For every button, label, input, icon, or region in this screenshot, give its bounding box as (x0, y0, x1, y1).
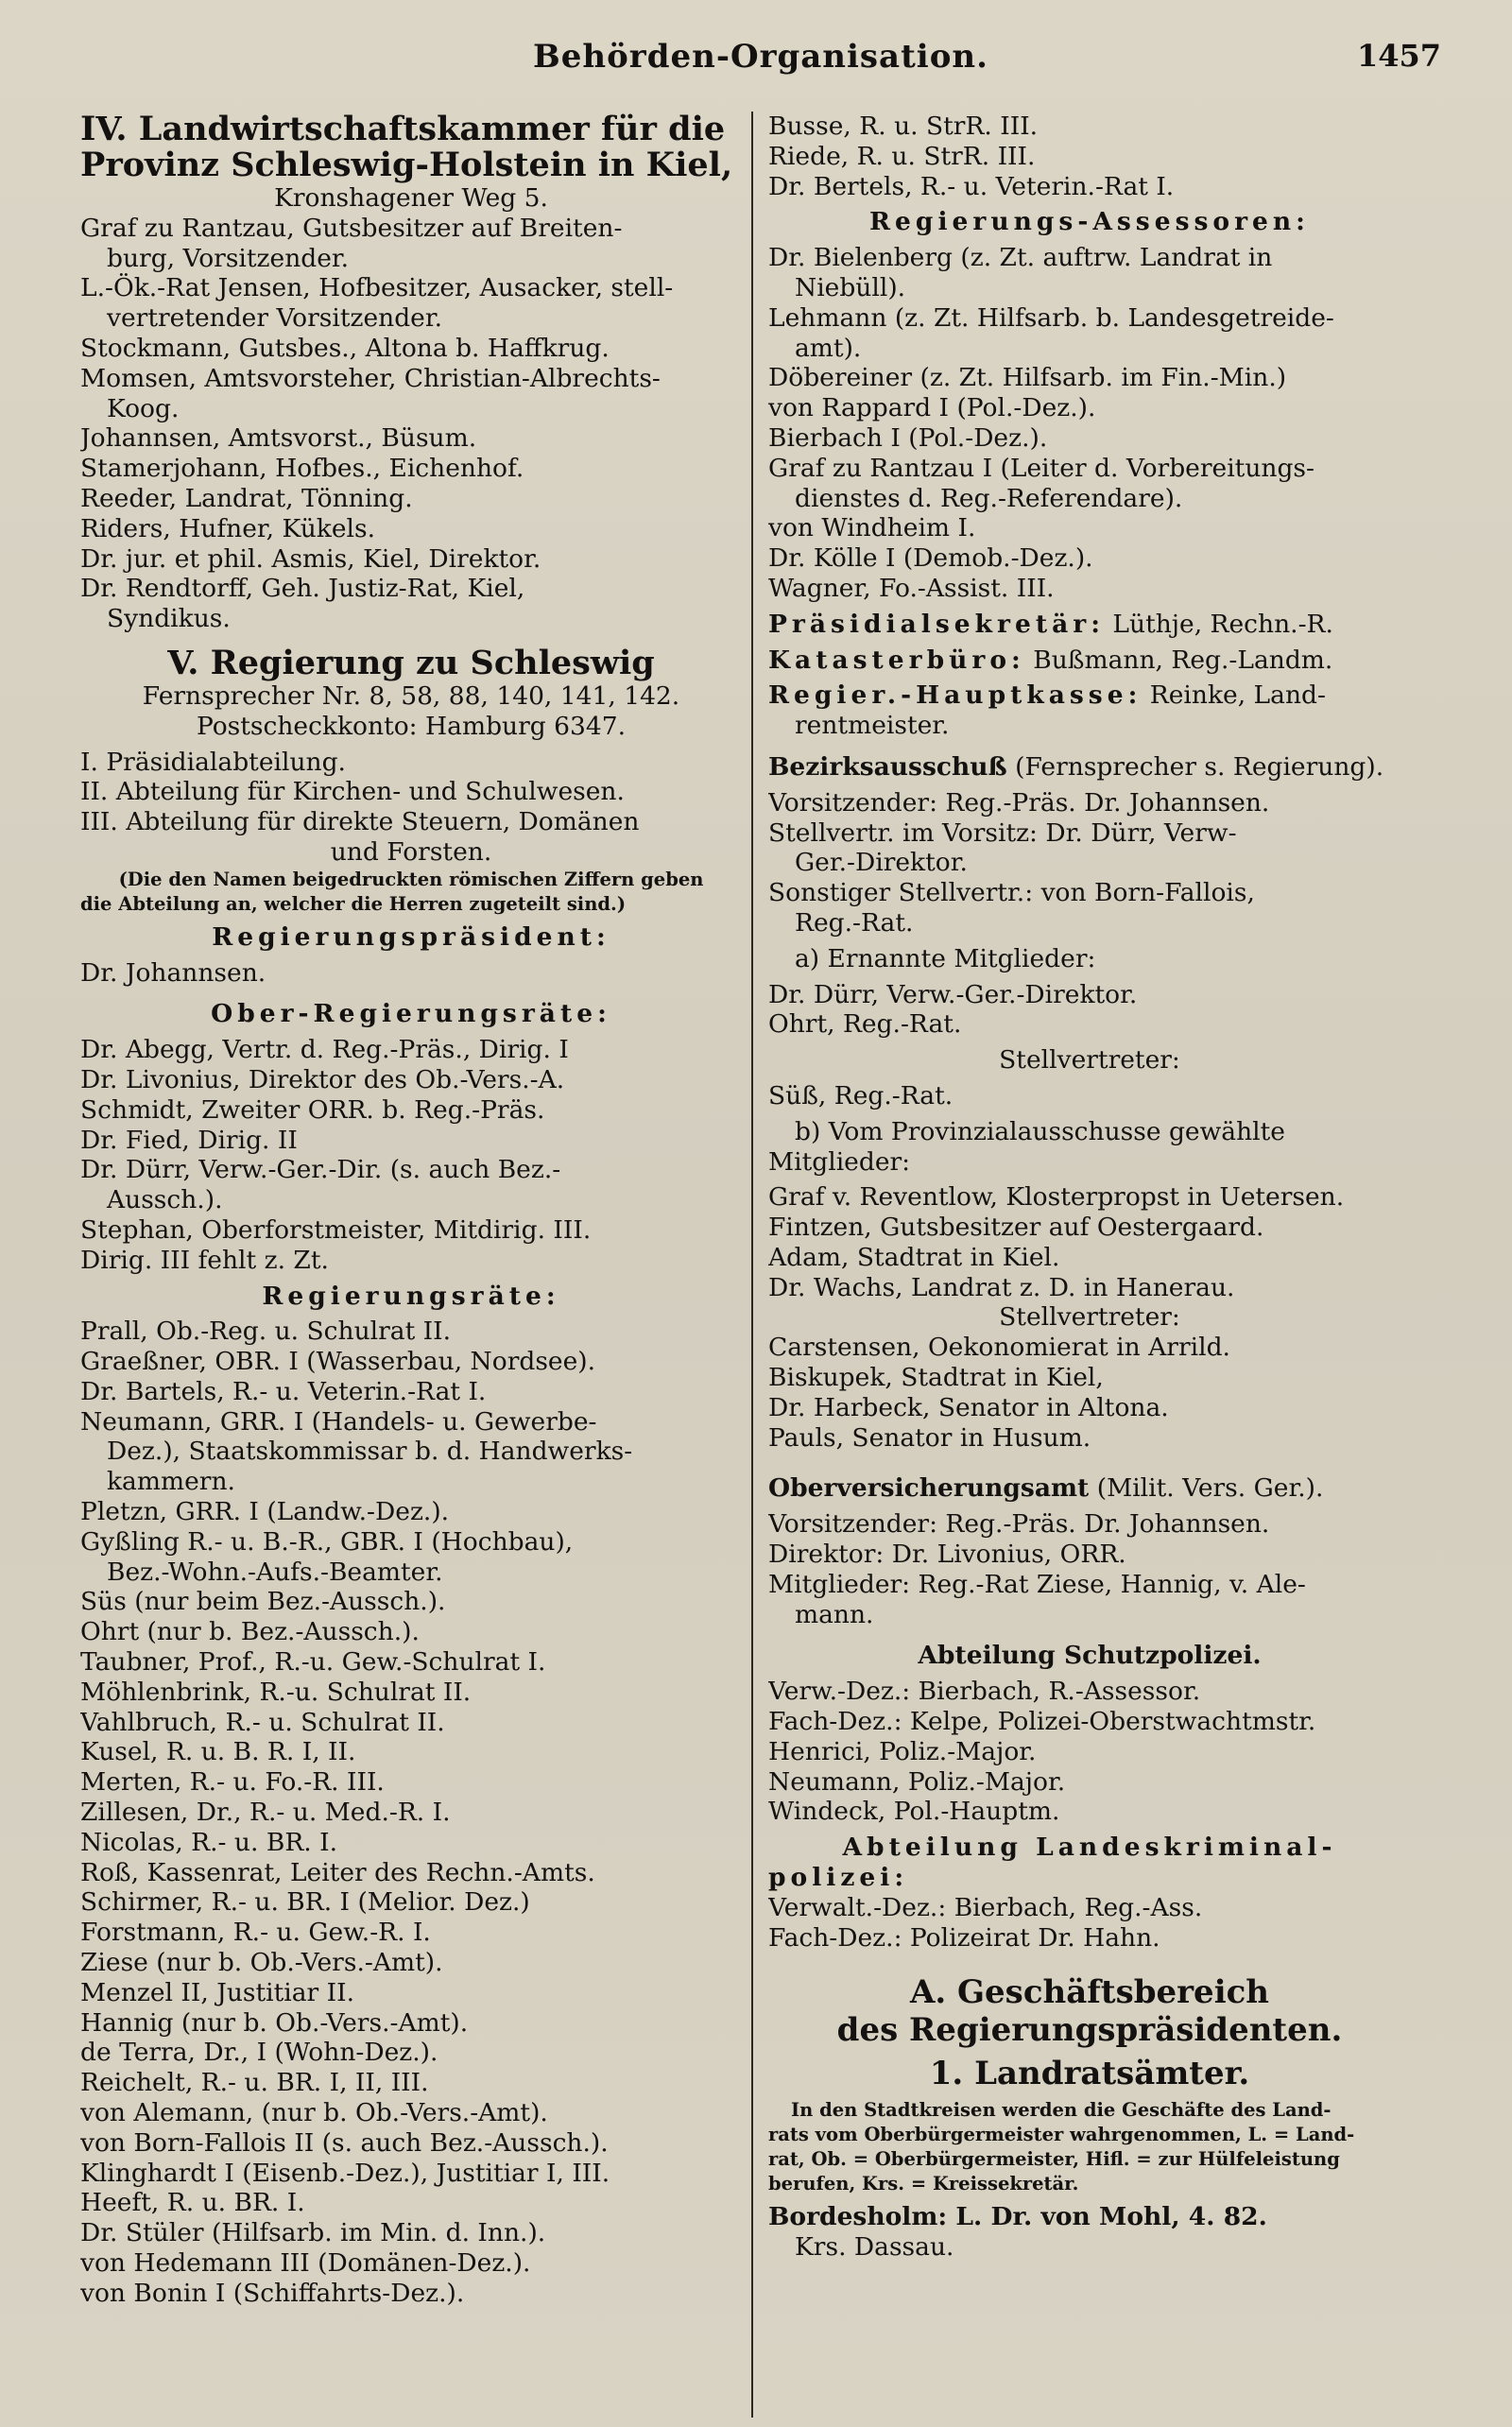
list-item: Dr. Livonius, Direktor des Ob.-Vers.-A. (80, 1064, 565, 1094)
list-item: Ohrt, Reg.-Rat. (768, 1009, 962, 1040)
list-item: Menzel II, Justitiar II. (80, 1977, 354, 2007)
list-item: Stockmann, Gutsbes., Altona b. Haffkrug. (80, 333, 610, 363)
running-head (80, 38, 1441, 95)
list-item: amt). (795, 333, 862, 363)
list-item: Graeßner, OBR. I (Wasserbau, Nordsee). (80, 1347, 596, 1377)
section-iv-members (80, 214, 742, 634)
list-item: Möhlenbrink, R.-u. Schulrat II. (80, 1677, 472, 1707)
bezirk-list (768, 788, 1411, 938)
praesident-heading: Regierungspräsident: (212, 921, 610, 952)
list-item: L.-Ök.-Rat Jensen, Hofbesitzer, Ausacker, stell- (80, 273, 674, 303)
kasse-row (768, 680, 1411, 711)
list-item: dienstes d. Reg.-Referendare). (795, 483, 1183, 513)
kasse-value: Reinke, Land- (1142, 680, 1326, 711)
list-item: Ohrt (nur b. Bez.-Aussch.). (80, 1617, 420, 1647)
list-item: Pletzn, GRR. I (Landw.-Dez.). (80, 1497, 450, 1527)
section-v-phone: Fernsprecher Nr. 8, 58, 88, 140, 141, 142. (142, 680, 680, 711)
list-item: Syndikus. (107, 604, 231, 634)
list-item: Windeck, Pol.-Hauptm. (768, 1797, 1060, 1827)
column-divider (751, 112, 753, 2418)
gewaehlte-heading-cont: Mitglieder: (768, 1146, 911, 1177)
list-item: Dr. Dürr, Verw.-Ger.-Dir. (s. auch Bez.- (80, 1155, 561, 1185)
list-item: Vahlbruch, R.- u. Schulrat II. (80, 1707, 445, 1737)
list-item: Vorsitzender: Reg.-Präs. Dr. Johannsen. (768, 1509, 1270, 1540)
list-item: von Bonin I (Schiffahrts-Dez.). (80, 2278, 465, 2308)
list-item: Henrici, Poliz.-Major. (768, 1736, 1037, 1766)
section-a-subtitle: des Regierungspräsidenten. (836, 2011, 1343, 2050)
section-iv-address: Kronshagener Weg 5. (274, 183, 548, 213)
list-item: Zillesen, Dr., R.- u. Med.-R. I. (80, 1798, 451, 1828)
list-item: Forstmann, R.- u. Gew.-R. I. (80, 1918, 431, 1948)
list-item: von Hedemann III (Domänen-Dez.). (80, 2248, 531, 2278)
list-item: Johannsen, Amtsvorst., Büsum. (80, 423, 477, 454)
list-item: Sonstiger Stellvertr.: von Born-Fallois, (768, 878, 1255, 908)
krim-title: Abteilung Landeskriminal- (842, 1833, 1337, 1863)
list-item: Reichelt, R.- u. BR. I, II, III. (80, 2068, 429, 2098)
list-item: Merten, R.- u. Fo.-R. III. (80, 1767, 385, 1798)
list-item: von Windheim I. (768, 513, 976, 543)
list-item: Lehmann (z. Zt. Hilfsarb. b. Landesgetreide- (768, 302, 1334, 333)
landrat-title: 1. Landratsämter. (929, 2055, 1250, 2093)
kasse-label: Regier.-Hauptkasse: (768, 680, 1143, 711)
list-item: de Terra, Dr., I (Wohn-Dez.). (80, 2038, 438, 2068)
list-item: Dr. Bertels, R.- u. Veterin.-Rat I. (768, 171, 1175, 201)
list-item: Nicolas, R.- u. BR. I. (80, 1827, 338, 1857)
section-v-postal: Postscheckkonto: Hamburg 6347. (196, 711, 627, 741)
list-item: von Rappard I (Pol.-Dez.). (768, 393, 1096, 423)
bezirk-title-row (768, 752, 1411, 783)
praesidial-value: Lüthje, Rechn.-R. (1105, 609, 1333, 639)
list-item: Bierbach I (Pol.-Dez.). (768, 422, 1048, 453)
list-item: Taubner, Prof., R.-u. Gew.-Schulrat I. (80, 1647, 546, 1678)
list-item: kammern. (107, 1467, 235, 1497)
list-item: Dr. Stüler (Hilfsarb. im Min. d. Inn.). (80, 2218, 546, 2248)
kataster-value: Bußmann, Reg.-Landm. (1024, 645, 1333, 675)
praesidial-label: Präsidialsekretär: (768, 609, 1105, 639)
krim-title-cont: polizei: (768, 1863, 909, 1893)
section-a-title: A. Geschäftsbereich (909, 1973, 1270, 2012)
page-number: 1457 (1356, 38, 1441, 74)
list-item: Dr. Fied, Dirig. II (80, 1125, 298, 1155)
list-item: Vorsitzender: Reg.-Präs. Dr. Johannsen. (768, 787, 1270, 818)
assessoren-heading: Regierungs-Assessoren: (869, 207, 1310, 237)
list-item: Dirig. III fehlt z. Zt. (80, 1245, 329, 1275)
note-line: berufen, Krs. = Kreissekretär. (768, 2173, 1079, 2195)
gewaehlte-list (768, 1182, 1411, 1302)
list-item: Riede, R. u. StrR. III. (768, 141, 1036, 171)
list-item: Hannig (nur b. Ob.-Vers.-Amt). (80, 2007, 469, 2038)
list-item: Schirmer, R.- u. BR. I (Melior. Dez.) (80, 1887, 530, 1918)
list-item: Pauls, Senator in Husum. (768, 1422, 1091, 1453)
ova-title: Oberversicherungsamt (768, 1473, 1090, 1504)
list-item: Schmidt, Zweiter ORR. b. Reg.-Präs. (80, 1094, 545, 1125)
praesident-name: Dr. Johannsen. (80, 957, 266, 988)
list-item: Graf zu Rantzau I (Leiter d. Vorbereitungs- (768, 453, 1314, 483)
list-item: Ziese (nur b. Ob.-Vers.-Amt). (80, 1948, 443, 1978)
list-item: burg, Vorsitzender. (107, 243, 350, 273)
list-item: Adam, Stadtrat in Kiel. (768, 1242, 1060, 1272)
list-item: Reg.-Rat. (795, 907, 914, 938)
kasse-value-cont: rentmeister. (795, 711, 950, 741)
list-item: von Born-Fallois II (s. auch Bez.-Aussch.). (80, 2127, 609, 2158)
list-item: Süß, Reg.-Rat. (768, 1080, 954, 1110)
rat-list (80, 1317, 742, 2308)
list-item: Döbereiner (z. Zt. Hilfsarb. im Fin.-Min.) (768, 363, 1287, 393)
list-item: Wagner, Fo.-Assist. III. (768, 573, 1055, 603)
ova-title-row (768, 1473, 1411, 1504)
list-item: I. Präsidialabteilung. (80, 747, 346, 777)
list-item: Dr. Wachs, Landrat z. D. in Hanerau. (768, 1272, 1235, 1302)
list-item: Verwalt.-Dez.: Bierbach, Reg.-Ass. (768, 1892, 1203, 1922)
list-item: Fintzen, Gutsbesitzer auf Oestergaard. (768, 1213, 1264, 1243)
rat-heading: Regierungsräte: (262, 1281, 560, 1311)
schutz-title: Abteilung Schutzpolizei. (918, 1641, 1262, 1671)
stellvertreter-heading: Stellvertreter: (999, 1045, 1180, 1076)
right-column (768, 112, 1411, 2263)
note-line: rat, Ob. = Oberbürgermeister, Hifl. = zur Hülfeleistung (768, 2148, 1340, 2171)
list-item: Momsen, Amtsvorsteher, Christian-Albrechts- (80, 363, 661, 393)
bordesholm-entry: Bordesholm: L. Dr. von Mohl, 4. 82. (768, 2202, 1267, 2232)
ernannte-heading: a) Ernannte Mitglieder: (795, 943, 1096, 973)
list-item: Bez.-Wohn.-Aufs.-Beamter. (107, 1557, 443, 1587)
list-item: Heeft, R. u. BR. I. (80, 2188, 305, 2218)
list-item: Dr. Kölle I (Demob.-Dez.). (768, 543, 1093, 574)
kataster-row (768, 645, 1411, 676)
list-item: Graf v. Reventlow, Klosterpropst in Uetersen. (768, 1182, 1345, 1213)
list-item: Stellvertr. im Vorsitz: Dr. Dürr, Verw- (768, 818, 1237, 848)
list-item: Gyßling R.- u. B.-R., GBR. I (Hochbau), (80, 1526, 574, 1557)
section-iv-title-cont: Provinz Schleswig-Holstein in Kiel, (80, 147, 733, 183)
list-item: Reeder, Landrat, Tönning. (80, 483, 413, 513)
left-column (80, 112, 742, 2309)
section-iv-title: IV. Landwirtschaftskammer für die (80, 112, 726, 147)
list-item: Koog. (107, 393, 180, 423)
list-item: von Alemann, (nur b. Ob.-Vers.-Amt). (80, 2098, 548, 2128)
section-v-title: V. Regierung zu Schleswig (167, 645, 655, 681)
list-item: Ger.-Direktor. (795, 848, 968, 878)
list-item: Fach-Dez.: Kelpe, Polizei-Oberstwachtmstr. (768, 1707, 1316, 1737)
list-item: Dr. jur. et phil. Asmis, Kiel, Direktor. (80, 543, 541, 574)
list-item: Süs (nur beim Bez.-Aussch.). (80, 1587, 446, 1617)
department-list (80, 748, 742, 868)
list-item: Mitglieder: Reg.-Rat Ziese, Hannig, v. Ale- (768, 1569, 1306, 1599)
list-item: Prall, Ob.-Reg. u. Schulrat II. (80, 1317, 452, 1347)
list-item: Dr. Rendtorff, Geh. Justiz-Rat, Kiel, (80, 574, 525, 604)
running-title: Behörden-Organisation. (533, 38, 988, 76)
list-item: Fach-Dez.: Polizeirat Dr. Hahn. (768, 1922, 1160, 1953)
list-item: Stephan, Oberforstmeister, Mitdirig. III. (80, 1214, 592, 1245)
oberrat-list (80, 1035, 742, 1275)
list-item: Verw.-Dez.: Bierbach, R.-Assessor. (768, 1677, 1201, 1707)
list-item: Kusel, R. u. B. R. I, II. (80, 1737, 356, 1767)
oberrat-heading: Ober-Regierungsräte: (211, 999, 611, 1029)
ova-list (768, 1509, 1411, 1629)
assessoren-list (768, 243, 1411, 604)
list-item: Neumann, GRR. I (Handels- u. Gewerbe- (80, 1406, 597, 1437)
list-item: Klinghardt I (Eisenb.-Dez.), Justitiar I, III. (80, 2158, 610, 2188)
list-item: Dr. Abegg, Vertr. d. Reg.-Präs., Dirig. I (80, 1035, 569, 1065)
stellvertreter-list (768, 1333, 1411, 1453)
praesidial-row (768, 610, 1411, 640)
ova-note: (Milit. Vers. Ger.). (1089, 1473, 1324, 1504)
list-item: Niebüll). (795, 272, 906, 302)
list-item: Biskupek, Stadtrat in Kiel, (768, 1363, 1104, 1393)
list-item: III. Abteilung für direkte Steuern, Domänen (80, 807, 640, 837)
gewaehlte-heading: b) Vom Provinzialausschusse gewählte (795, 1116, 1285, 1146)
kataster-label: Katasterbüro: (768, 645, 1025, 675)
bezirk-note: (Fernsprecher s. Regierung). (1006, 751, 1384, 782)
list-item: Roß, Kassenrat, Leiter des Rechn.-Amts. (80, 1857, 595, 1887)
list-item: Riders, Hufner, Kükels. (80, 513, 376, 543)
note-line: In den Stadtkreisen werden die Geschäfte des Land- (791, 2099, 1332, 2122)
list-item: Dr. Bielenberg (z. Zt. auftrw. Landrat in (768, 243, 1273, 273)
footnote: (Die den Namen beigedruckten römischen Ziffern geben (118, 868, 704, 890)
list-item: mann. (795, 1599, 874, 1629)
list-item: Aussch.). (107, 1185, 223, 1215)
list-item: Neumann, Poliz.-Major. (768, 1766, 1066, 1797)
list-item: Dr. Harbeck, Senator in Altona. (768, 1392, 1169, 1422)
bezirk-title: Bezirksausschuß (768, 751, 1007, 782)
list-item: Stamerjohann, Hofbes., Eichenhof. (80, 454, 524, 484)
krim-list (768, 1893, 1411, 1954)
list-item: und Forsten. (330, 836, 492, 867)
list-item: Direktor: Dr. Livonius, ORR. (768, 1540, 1126, 1570)
list-item: Carstensen, Oekonomierat in Arrild. (768, 1333, 1230, 1363)
list-item: Dr. Bartels, R.- u. Veterin.-Rat I. (80, 1376, 487, 1406)
list-item: Dr. Dürr, Verw.-Ger.-Direktor. (768, 979, 1138, 1009)
list-item: vertretender Vorsitzender. (107, 303, 443, 334)
schutz-list (768, 1677, 1411, 1827)
stellvertreter-heading-2: Stellvertreter: (999, 1302, 1180, 1333)
landrat-notes (768, 2098, 1411, 2196)
footnote-cont: die Abteilung an, welcher die Herren zugeteilt sind.) (80, 892, 627, 915)
list-item: II. Abteilung für Kirchen- und Schulwesen. (80, 777, 625, 807)
list-item: Busse, R. u. StrR. III. (768, 112, 1039, 141)
list-item: Graf zu Rantzau, Gutsbesitzer auf Breiten- (80, 213, 623, 243)
bordesholm-entry-cont: Krs. Dassau. (795, 2232, 954, 2263)
rat-list-cont (768, 112, 1411, 201)
list-item: Dez.), Staatskommissar b. d. Handwerks- (107, 1437, 633, 1467)
note-line: rats vom Oberbürgermeister wahrgenommen, L. = Land- (768, 2124, 1355, 2146)
